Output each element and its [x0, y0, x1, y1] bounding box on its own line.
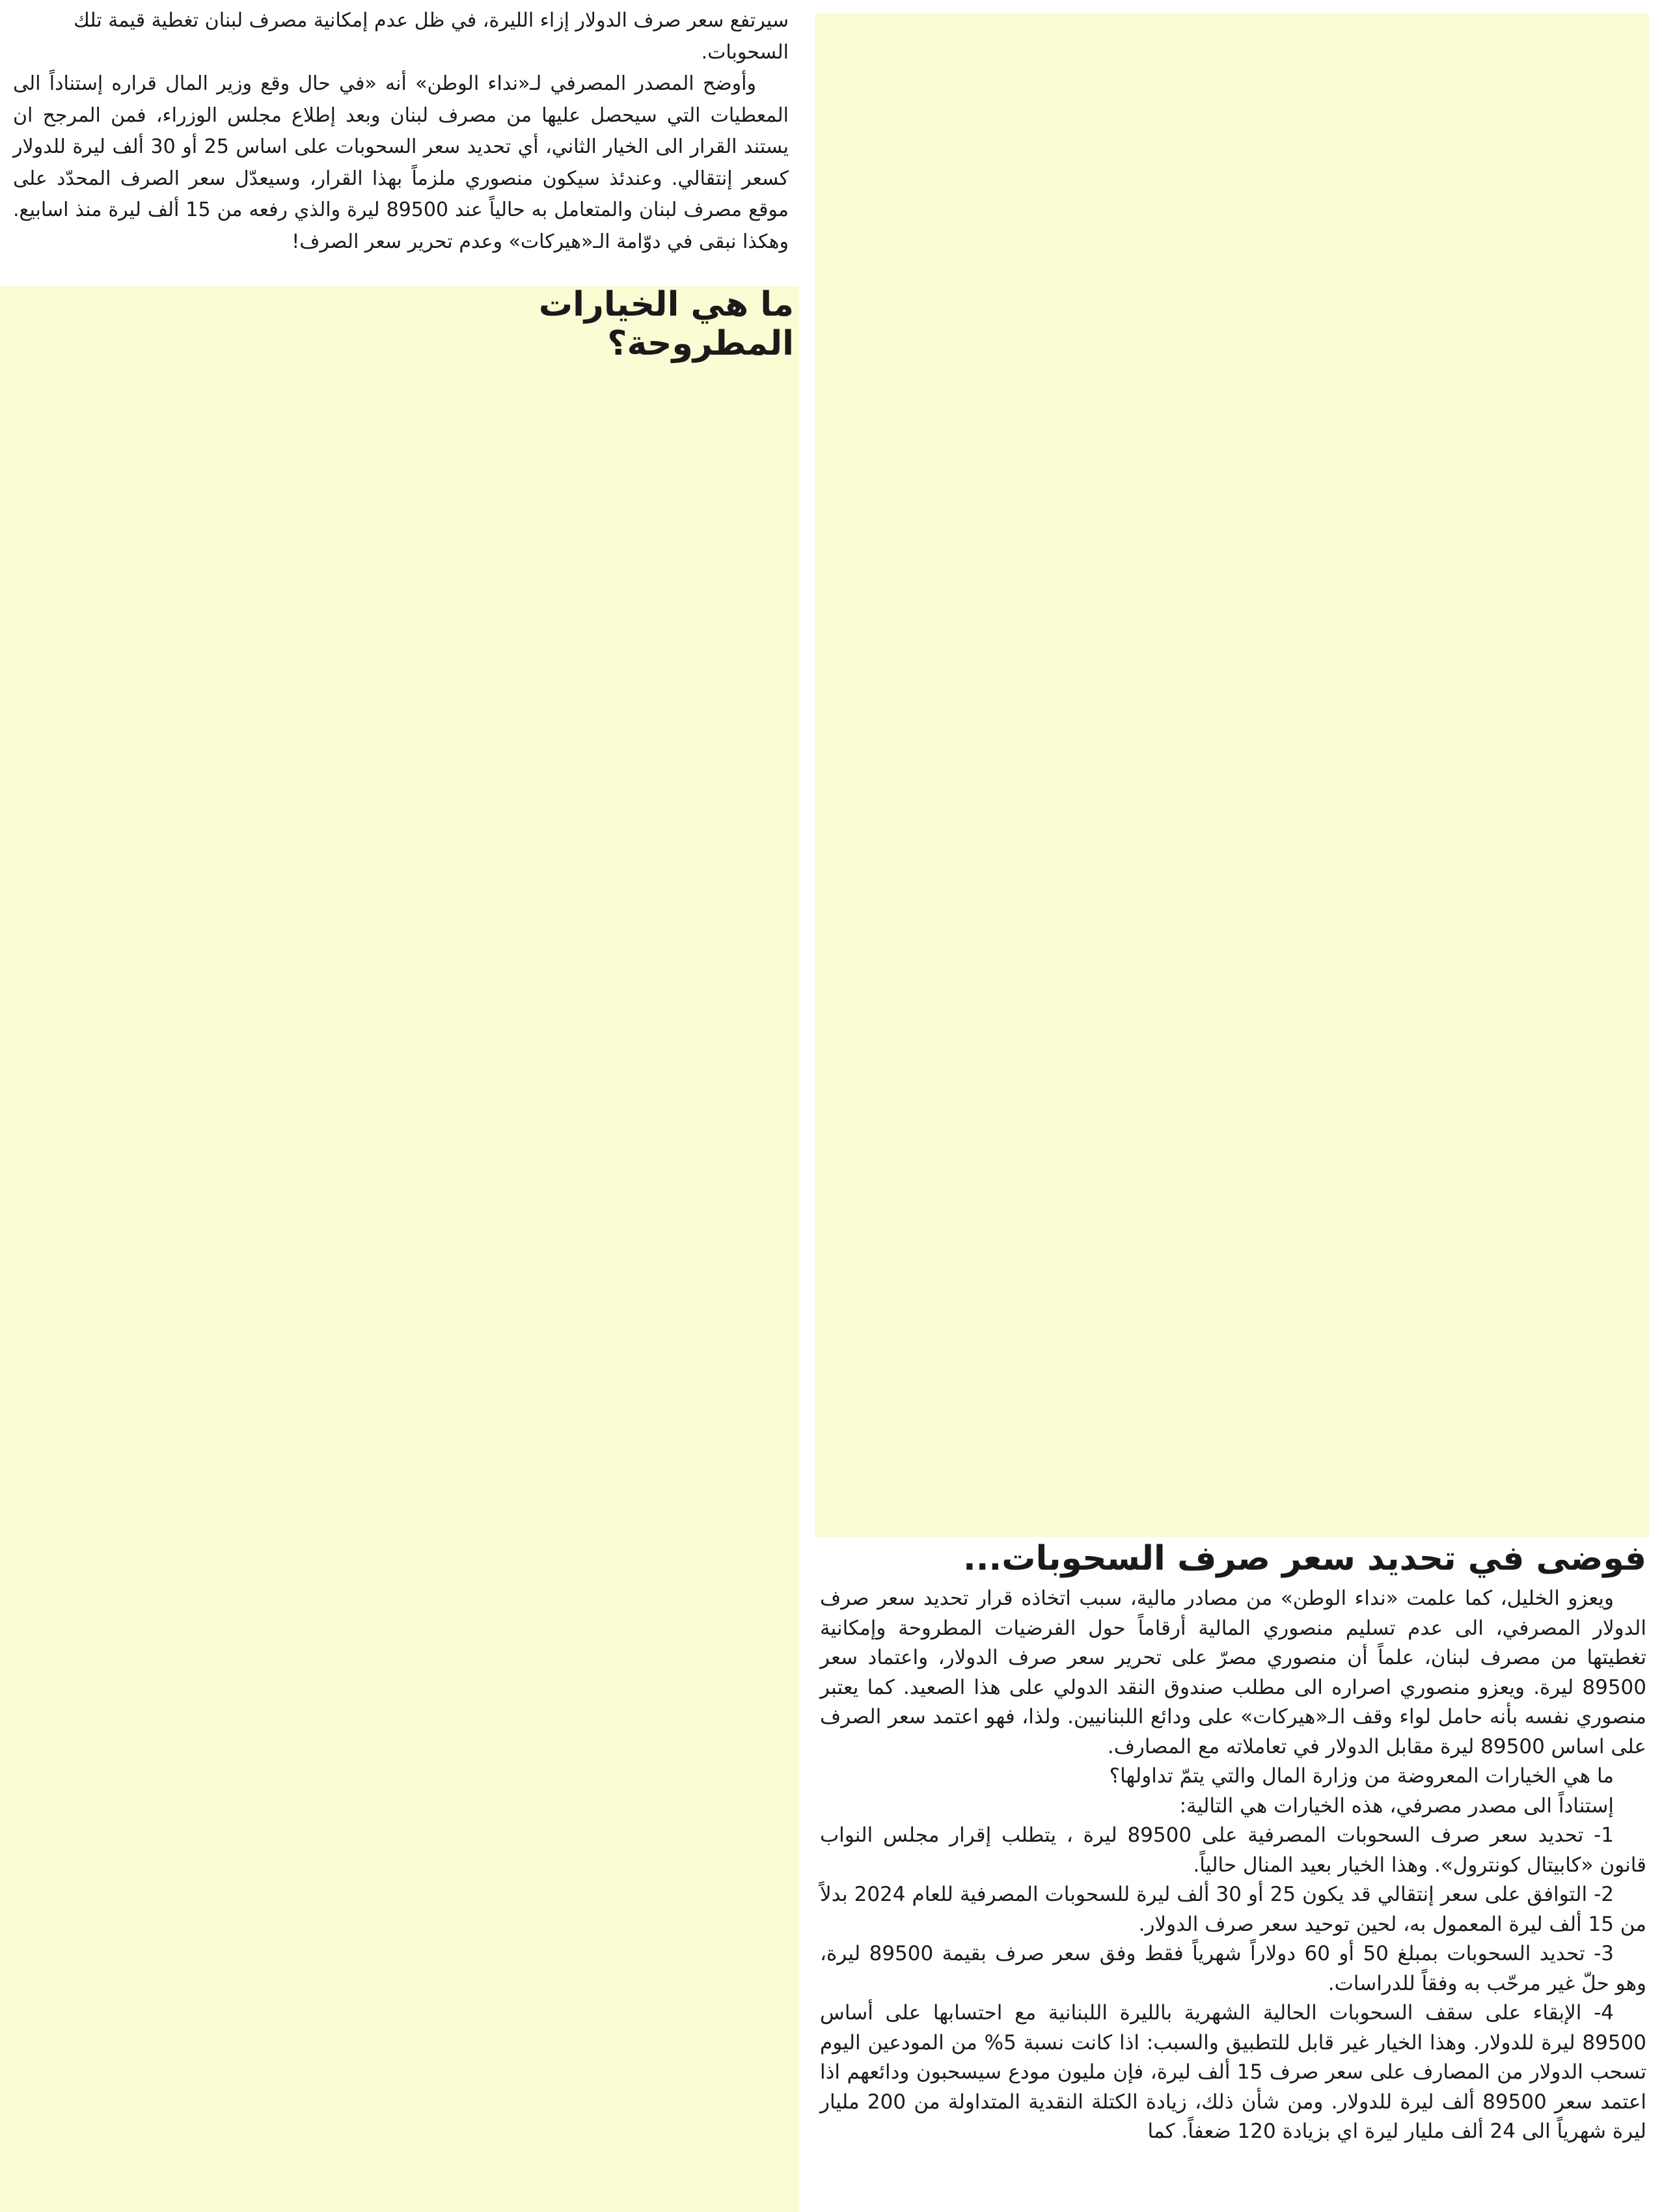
article-headline: فوضى في تحديد سعر صرف السحوبات... [962, 1539, 1646, 1578]
option-3: 3- تحديد السحوبات بمبلغ 50 أو 60 دولاراً شهرياً فقط وفق سعر صرف بقيمة 89500 ليرة، وهو حلّ غير مرحّب به وفقاً للدراسات. [820, 1942, 1646, 1995]
bottom-paragraph-question: ما هي الخيارات المعروضة من وزارة المال والتي يتمّ تداولها؟ [1109, 1764, 1614, 1788]
ad-block-right-top [815, 13, 1649, 1537]
option-4: 4- الإبقاء على سقف السحوبات الحالية الشهرية بالليرة اللبنانية مع احتسابها على أساس 89500 ليرة للدولار. وهذا الخيار غير قابل للتطبيق والسبب: اذا كانت نسبة 5% من المودعين اليوم تسحب الدولار من المصارف على سعر صرف 15 ألف ليرة، فإن مليون مودع سيسحبون ودائعهم اذا اعتمد سعر 89500 ألف ليرة للدولار. ومن شأن ذلك، زيادة الكتلة النقدية المتداولة من 200 مليار ليرة شهرياً الى 24 ألف مليار ليرة اي بزيادة 120 ضعفاً. كما [820, 2001, 1646, 2143]
option-2: 2- التوافق على سعر إنتقالي قد يكون 25 أو 30 ألف ليرة للسحوبات المصرفية للعام 2024 بدلاً من 15 ألف ليرة المعمول به، لحين توحيد سعر صرف الدولار. [820, 1883, 1646, 1936]
bottom-paragraph-source: إستناداً الى مصدر مصرفي، هذه الخيارات هي التالية: [1179, 1794, 1614, 1818]
cut-headline-text: ما هي الخيارات المطروحة؟ [538, 285, 794, 363]
bottom-article [820, 1537, 1646, 2147]
ad-block-left [0, 286, 799, 2212]
bottom-paragraph-1: ويعزو الخليل، كما علمت «نداء الوطن» من مصادر مالية، سبب اتخاذه قرار تحديد سعر صرف الدولار المصرفي، الى عدم تسليم منصوري المالية أرقاماً حول الفرضيات المطروحة وإمكانية تغطيتها من مصرف لبنان، علماً أن منصوري مصرّ على تحرير سعر صرف الدولار، واعتماد سعر 89500 ليرة. ويعزو منصوري اصراره الى مطلب صندوق النقد الدولي على هذا الصعيد. كما يعتبر منصوري نفسه بأنه حامل لواء وقف الـ«هيركات» على ودائع اللبنانيين. ولذا، فهو اعتمد سعر الصرف على اساس 89500 ليرة مقابل الدولار في تعاملاته مع المصارف. [820, 1587, 1646, 1758]
option-1: 1- تحديد سعر صرف السحوبات المصرفية على 89500 ليرة ، يتطلب إقرار مجلس النواب قانون «كابيتال كونترول». وهذا الخيار بعيد المنال حالياً. [820, 1823, 1646, 1877]
top-paragraph-2: وأوضح المصدر المصرفي لـ«نداء الوطن» أنه «في حال وقع وزير المال قراره إستناداً الى المعطيات التي سيحصل عليها من مصرف لبنان وبعد إطلاع مجلس الوزراء، فمن المرجح ان يستند القرار الى الخيار الثاني، أي تحديد سعر السحوبات على اساس 25 أو 30 ألف ليرة للدولار كسعر إنتقالي. وعندئذ سيكون منصوري ملزماً بهذا القرار، وسيعدّل سعر الصرف المحدّد على موقع مصرف لبنان والمتعامل به حالياً عند 89500 ليرة والذي رفعه من 15 ألف ليرة منذ اسابيع. وهكذا نبقى في دوّامة الـ«هيركات» وعدم تحرير سعر الصرف! [13, 72, 789, 253]
top-paragraph-1: سيرتفع سعر صرف الدولار إزاء الليرة، في ظل عدم إمكانية مصرف لبنان تغطية قيمة تلك السحوبات. [74, 9, 789, 64]
top-article [13, 5, 789, 258]
cut-headline [364, 285, 794, 363]
